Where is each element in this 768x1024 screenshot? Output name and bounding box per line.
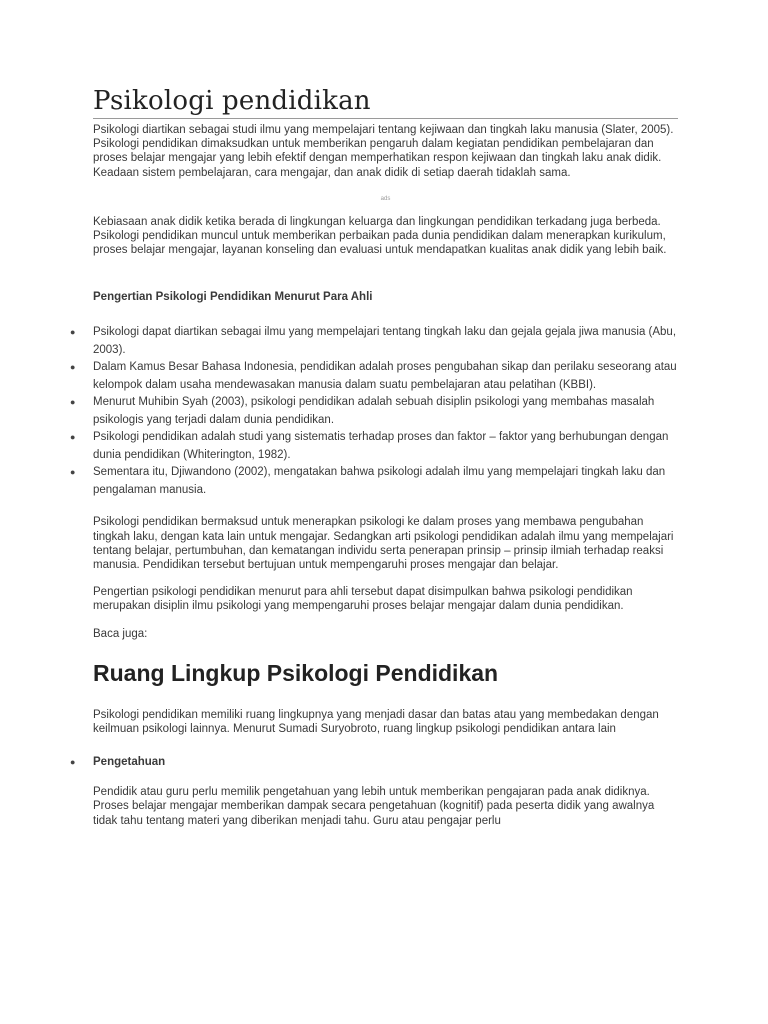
intro-paragraph: Psikologi diartikan sebagai studi ilmu yang mempelajari tentang kejiwaan dan tingkah laku manusia (Slater, 2005). Psikologi pendidikan dimaksudkan untuk memberikan pengaruh dalam kegiatan pendidikan pembelajaran dan proses belajar mengajar yang lebih efektif dengan memperhatikan respon kejiwaan dan tingkah laku anak didik. Keadaan sistem pembelajaran, cara mengajar, dan anak didik di setiap daerah tidaklah sama. (93, 124, 674, 179)
list-item (70, 324, 678, 359)
bullet-icon: ● (70, 757, 76, 768)
document-page (70, 84, 678, 828)
list-item (70, 359, 678, 394)
read-also-label: Baca juga: (93, 627, 148, 640)
list-item (70, 429, 678, 464)
bullet-icon: ● (70, 397, 76, 408)
list-item-text: Sementara itu, Djiwandono (2002), mengatakan bahwa psikologi adalah ilmu yang mempelajari tingkah laku dan pengalaman manusia. (93, 466, 666, 496)
paragraph-4: Pengertian psikologi pendidikan menurut para ahli tersebut dapat disimpulkan bahwa psikologi pendidikan merupakan disiplin ilmu psikologi yang mempengaruhi proses belajar mengajar dalam dunia pendidikan. (93, 586, 633, 613)
section-heading-definitions: Pengertian Psikologi Pendidikan Menurut Para Ahli (93, 291, 373, 304)
definitions-list (70, 324, 678, 499)
page-title: Psikologi pendidikan (93, 84, 678, 119)
paragraph-6: Pendidik atau guru perlu memilik pengetahuan yang lebih untuk memberikan pengajaran pada anak didiknya. Proses belajar mengajar memberikan dampak secara pengetahuan (kognitif) pada peserta didik yang awalnya tidak tahu tentang materi yang diberikan menjadi tahu. Guru atau pengajar perlu (93, 786, 655, 827)
list-item-text: Dalam Kamus Besar Bahasa Indonesia, pendidikan adalah proses pengubahan sikap dan perilaku seseorang atau kelompok dalam usaha mendewasakan manusia dalam suatu pembelajaran atau pelatihan (KBBI). (93, 361, 677, 391)
bullet-icon: ● (70, 432, 76, 443)
scope-item-label: Pengetahuan (93, 756, 166, 769)
section-heading-scope: Ruang Lingkup Psikologi Pendidikan (93, 659, 499, 686)
scope-item-knowledge (70, 755, 678, 769)
bullet-icon: ● (70, 327, 76, 338)
bullet-icon: ● (70, 362, 76, 373)
paragraph-5: Psikologi pendidikan memiliki ruang lingkupnya yang menjadi dasar dan batas atau yang membedakan dengan keilmuan psikologi lainnya. Menurut Sumadi Suryobroto, ruang lingkup psikologi pendidikan antara lain (93, 708, 659, 736)
list-item-text: Psikologi pendidikan adalah studi yang sistematis terhadap proses dan faktor – faktor yang berhubungan dengan dunia pendidikan (Whiterington, 1982). (93, 431, 669, 461)
paragraph-2: Kebiasaan anak didik ketika berada di lingkungan keluarga dan lingkungan pendidikan terkadang juga berbeda. Psikologi pendidikan muncul untuk memberikan perbaikan pada dunia pendidikan dalam menerapkan kurikulum, proses belajar mengajar, layanan konseling dan evaluasi untuk mendapatkan kualitas anak didik yang lebih baik. (93, 215, 667, 257)
list-item-text: Menurut Muhibin Syah (2003), psikologi pendidikan adalah sebuah disiplin psikologi yang membahas masalah psikologis yang terjadi dalam dunia pendidikan. (93, 396, 655, 426)
list-item (70, 464, 678, 499)
list-item-text: Psikologi dapat diartikan sebagai ilmu yang mempelajari tentang tingkah laku dan gejala gejala jiwa manusia (Abu, 2003). (93, 326, 677, 356)
bullet-icon: ● (70, 467, 76, 478)
ads-label: ads (380, 195, 391, 202)
paragraph-3: Psikologi pendidikan bermaksud untuk menerapkan psikologi ke dalam proses yang membawa pengubahan tingkah laku, dengan kata lain untuk mengajar. Sedangkan arti psikologi pendidikan adalah ilmu yang mempelajari tentang belajar, pertumbuhan, dan kematangan individu serta penerapan prinsip – prinsip ilmiah terhadap reaksi manusia. Pendidikan tersebut bertujuan untuk mempengaruhi proses mengajar dan belajar. (93, 516, 674, 572)
list-item (70, 394, 678, 429)
